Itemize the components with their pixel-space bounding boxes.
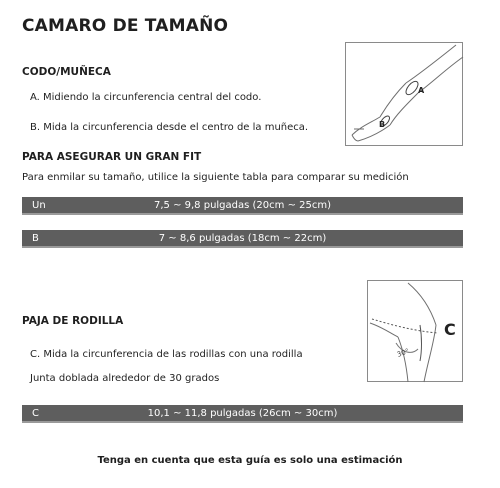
size-range: 10,1 ~ 11,8 pulgadas (26cm ~ 30cm) — [147, 408, 338, 419]
footer-note: Tenga en cuenta que esta guía es solo una estimación — [97, 455, 403, 466]
size-row-elbow — [22, 197, 463, 215]
size-code: B — [32, 233, 39, 244]
figure-label-b: B — [379, 120, 386, 129]
figure-angle-label: 30° — [395, 347, 411, 359]
arm-drawing — [346, 43, 464, 147]
size-range: 7,5 ~ 9,8 pulgadas (20cm ~ 25cm) — [154, 200, 331, 211]
knee-heading: PAJA DE RODILLA — [22, 315, 124, 327]
size-code: C — [32, 408, 39, 419]
fit-heading: PARA ASEGURAR UN GRAN FIT — [22, 151, 202, 163]
size-row-wrist — [22, 230, 463, 248]
arm-illustration — [345, 42, 463, 146]
page-title: CAMARO DE TAMAÑO — [22, 16, 229, 36]
knee-drawing — [368, 281, 464, 383]
instruction-b: B. Mida la circunferencia desde el centro de la muñeca. — [30, 122, 309, 133]
size-row-knee — [22, 405, 463, 423]
fit-description: Para enmilar su tamaño, utilice la siguiente tabla para comparar su medición — [22, 172, 409, 183]
size-range: 7 ~ 8,6 pulgadas (18cm ~ 22cm) — [158, 233, 327, 244]
instruction-c: C. Mida la circunferencia de las rodillas con una rodilla — [30, 349, 303, 360]
elbow-wrist-heading: CODO/MUÑECA — [22, 66, 111, 78]
instruction-a: A. Midiendo la circunferencia central del codo. — [30, 92, 262, 103]
instruction-c2: Junta doblada alrededor de 30 grados — [30, 373, 220, 384]
figure-label-a: A — [418, 86, 425, 95]
figure-label-c: C — [444, 320, 456, 339]
knee-illustration — [367, 280, 463, 382]
size-code: Un — [32, 200, 46, 211]
